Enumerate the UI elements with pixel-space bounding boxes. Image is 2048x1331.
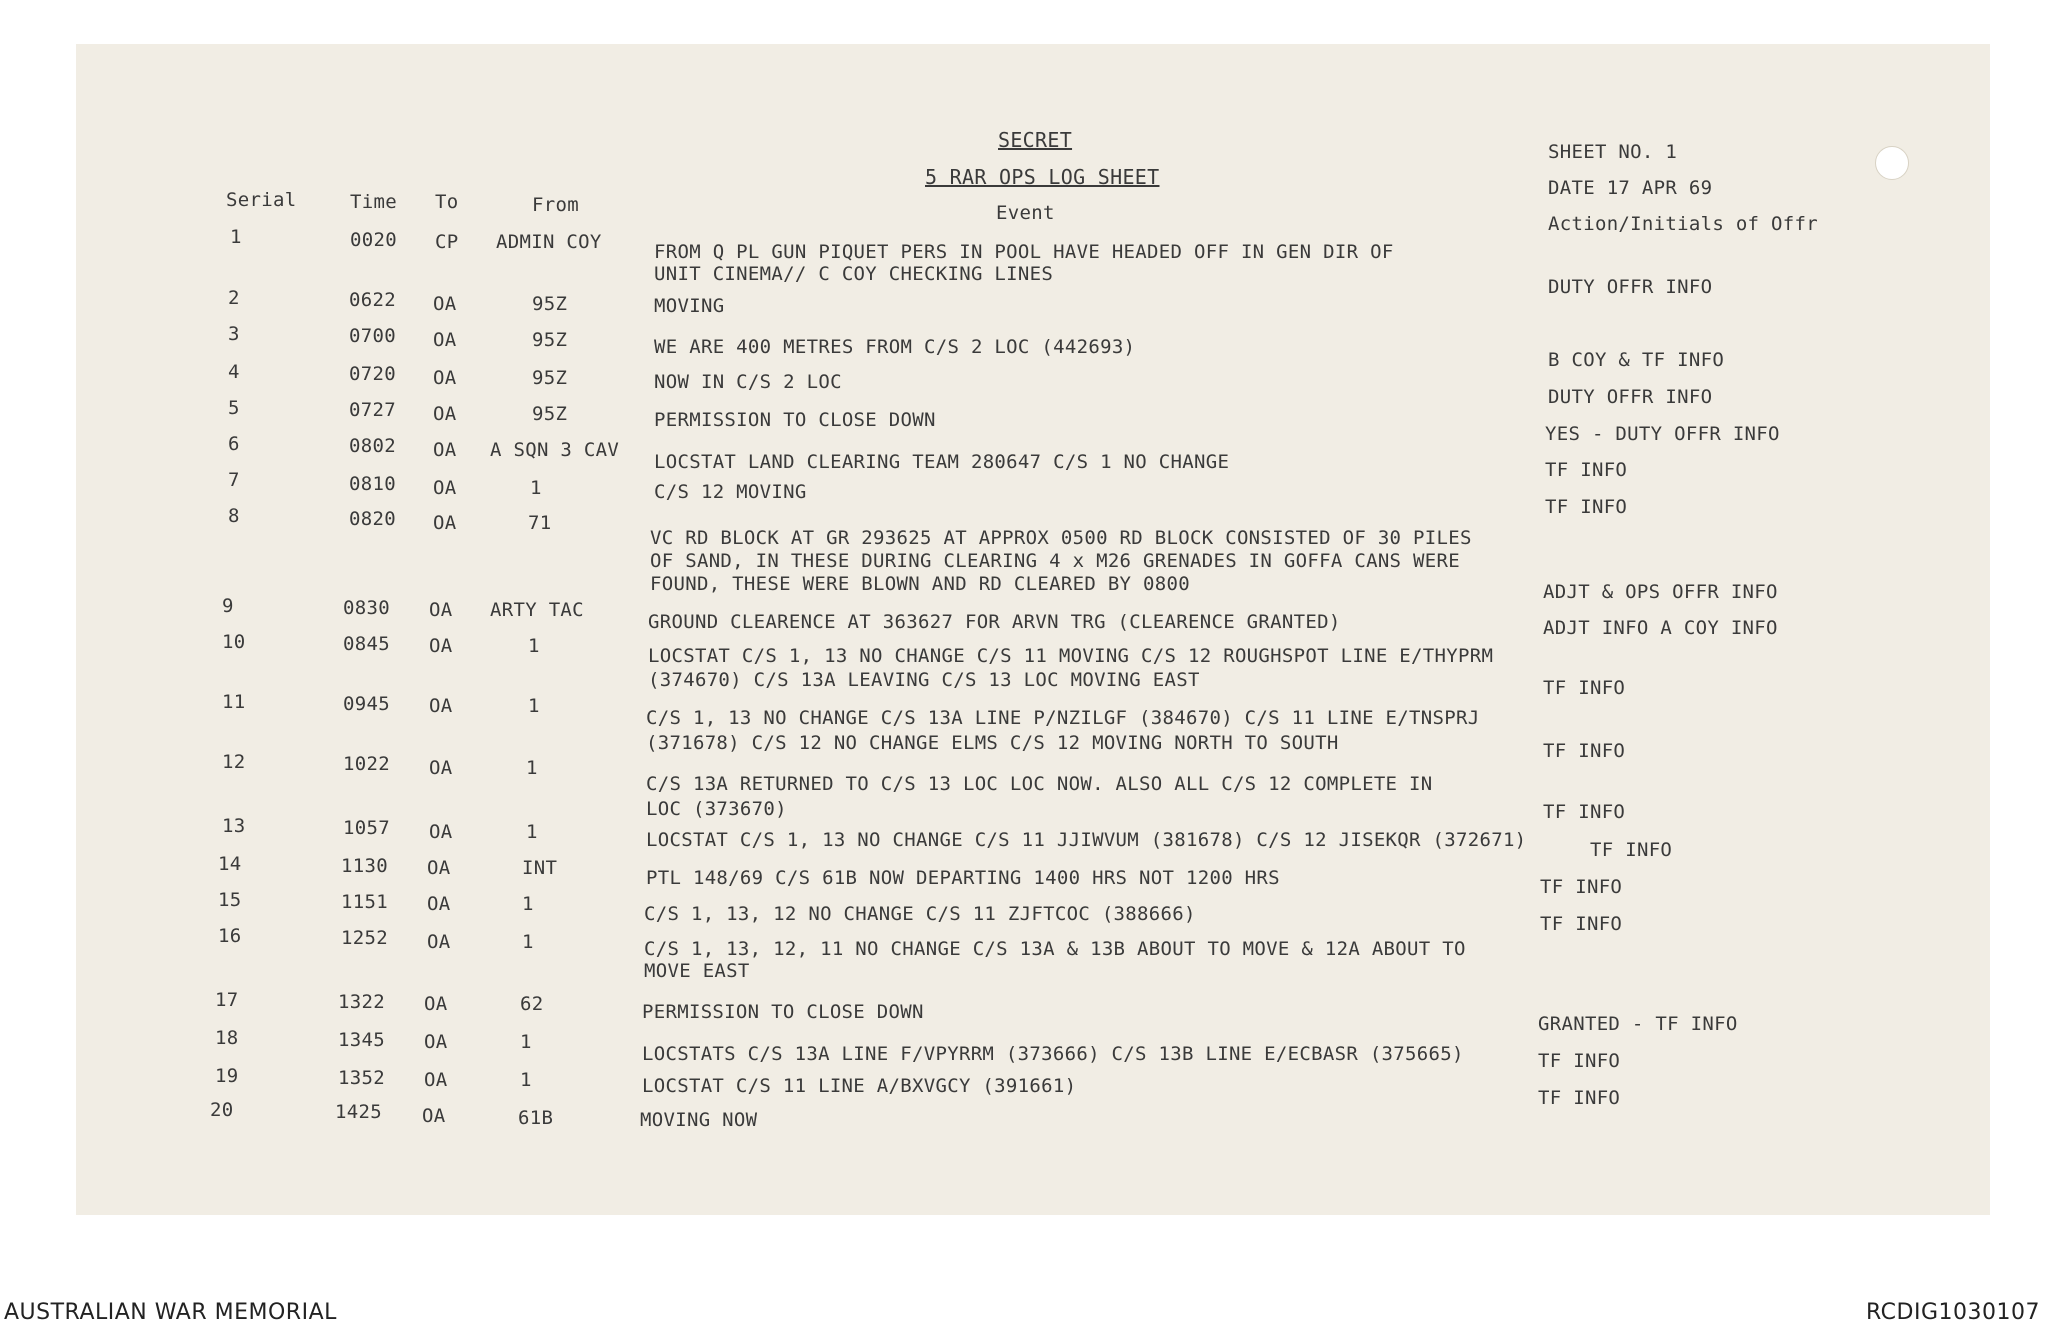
to-cell: OA [424,1031,448,1053]
time-cell: 0700 [349,325,396,347]
time-cell: 0810 [349,473,396,495]
column-header-serial: Serial [226,189,297,211]
footer-record-id: RCDIG1030107 [1865,1300,2040,1325]
action-cell: ADJT & OPS OFFR INFO [1543,581,1778,603]
from-cell: 1 [530,477,542,499]
time-cell: 1352 [338,1067,385,1089]
time-cell: 0802 [349,435,396,457]
event-line: UNIT CINEMA// C COY CHECKING LINES [654,263,1054,285]
time-cell: 0845 [343,633,390,655]
column-header-from: From [532,194,579,216]
time-cell: 0622 [349,289,396,311]
serial-cell: 17 [215,989,239,1011]
action-cell: TF INFO [1538,1087,1621,1109]
to-cell: OA [427,931,451,953]
from-cell: 1 [526,757,538,779]
event-line: PERMISSION TO CLOSE DOWN [654,409,936,431]
to-cell: OA [433,329,457,351]
from-cell: 95Z [532,403,568,425]
action-cell: DUTY OFFR INFO [1548,276,1713,298]
action-cell: TF INFO [1538,1050,1621,1072]
event-line: MOVE EAST [644,960,750,982]
from-cell: 95Z [532,367,568,389]
time-cell: 0820 [349,508,396,530]
action-cell: TF INFO [1540,876,1623,898]
time-cell: 0720 [349,363,396,385]
sheet-number: SHEET NO. 1 [1548,141,1678,163]
classification-heading: SECRET [998,128,1073,152]
from-cell: 1 [522,893,534,915]
time-cell: 0945 [343,693,390,715]
footer-source: AUSTRALIAN WAR MEMORIAL [4,1300,337,1325]
to-cell: CP [435,231,459,253]
to-cell: OA [427,893,451,915]
time-cell: 1130 [341,855,388,877]
action-cell: TF INFO [1540,913,1623,935]
document-title: 5 RAR OPS LOG SHEET [925,165,1160,189]
action-cell: GRANTED - TF INFO [1538,1013,1738,1035]
event-line: C/S 1, 13, 12, 11 NO CHANGE C/S 13A & 13B ABOUT TO MOVE & 12A ABOUT TO [644,938,1466,960]
from-cell: 62 [520,993,544,1015]
time-cell: 1322 [338,991,385,1013]
serial-cell: 12 [222,751,246,773]
to-cell: OA [424,993,448,1015]
to-cell: OA [433,403,457,425]
to-cell: OA [427,857,451,879]
event-line: C/S 12 MOVING [654,481,807,503]
event-line: C/S 1, 13, 12 NO CHANGE C/S 11 ZJFTCOC (388666) [644,903,1196,925]
event-line: C/S 13A RETURNED TO C/S 13 LOC LOC NOW. ALSO ALL C/S 12 COMPLETE IN [646,773,1433,795]
action-cell: B COY & TF INFO [1548,349,1725,371]
to-cell: OA [433,512,457,534]
punch-hole [1875,146,1909,180]
sheet-date: DATE 17 APR 69 [1548,177,1713,199]
from-cell: ARTY TAC [490,599,584,621]
to-cell: OA [433,293,457,315]
serial-cell: 14 [218,853,242,875]
from-cell: 1 [520,1031,532,1053]
serial-cell: 13 [222,815,246,837]
event-line: OF SAND, IN THESE DURING CLEARING 4 x M26 GRENADES IN GOFFA CANS WERE [650,550,1460,572]
event-line: LOC (373670) [646,798,787,820]
time-cell: 0020 [350,229,397,251]
event-line: GROUND CLEARENCE AT 363627 FOR ARVN TRG (CLEARENCE GRANTED) [648,611,1341,633]
event-line: LOCSTAT C/S 11 LINE A/BXVGCY (391661) [642,1075,1077,1097]
to-cell: OA [429,635,453,657]
to-cell: OA [433,367,457,389]
event-line: FROM Q PL GUN PIQUET PERS IN POOL HAVE HEADED OFF IN GEN DIR OF [654,241,1394,263]
serial-cell: 4 [228,361,240,383]
to-cell: OA [429,599,453,621]
from-cell: 1 [522,931,534,953]
column-header-action: Action/Initials of Offr [1548,213,1818,235]
action-cell: TF INFO [1543,677,1626,699]
time-cell: 0830 [343,597,390,619]
event-line: MOVING [654,295,725,317]
to-cell: OA [424,1069,448,1091]
serial-cell: 20 [210,1099,234,1121]
event-line: LOCSTATS C/S 13A LINE F/VPYRRM (373666) C/S 13B LINE E/ECBASR (375665) [642,1043,1464,1065]
serial-cell: 7 [228,469,240,491]
column-header-to: To [435,191,459,213]
event-line: C/S 1, 13 NO CHANGE C/S 13A LINE P/NZILGF (384670) C/S 11 LINE E/TNSPRJ [646,707,1480,729]
serial-cell: 15 [218,889,242,911]
column-header-time: Time [350,191,397,213]
serial-cell: 10 [222,631,246,653]
serial-cell: 18 [215,1027,239,1049]
event-line: WE ARE 400 METRES FROM C/S 2 LOC (442693) [654,336,1136,358]
event-line: LOCSTAT LAND CLEARING TEAM 280647 C/S 1 NO CHANGE [654,451,1230,473]
time-cell: 1345 [338,1029,385,1051]
action-cell: TF INFO [1543,740,1626,762]
from-cell: 95Z [532,329,568,351]
time-cell: 1151 [341,891,388,913]
event-line: PTL 148/69 C/S 61B NOW DEPARTING 1400 HRS NOT 1200 HRS [646,867,1280,889]
serial-cell: 1 [230,226,242,248]
event-line: VC RD BLOCK AT GR 293625 AT APPROX 0500 RD BLOCK CONSISTED OF 30 PILES [650,527,1472,549]
event-line: MOVING NOW [640,1109,758,1131]
serial-cell: 6 [228,433,240,455]
to-cell: OA [433,477,457,499]
to-cell: OA [422,1105,446,1127]
from-cell: 95Z [532,293,568,315]
column-header-event: Event [996,202,1055,224]
serial-cell: 9 [222,595,234,617]
to-cell: OA [429,757,453,779]
serial-cell: 8 [228,505,240,527]
from-cell: 1 [528,695,540,717]
serial-cell: 16 [218,925,242,947]
from-cell: 1 [526,821,538,843]
from-cell: ADMIN COY [496,231,602,253]
serial-cell: 19 [215,1065,239,1087]
from-cell: 1 [528,635,540,657]
time-cell: 1252 [341,927,388,949]
serial-cell: 11 [222,691,246,713]
action-cell: TF INFO [1545,459,1628,481]
time-cell: 0727 [349,399,396,421]
event-line: LOCSTAT C/S 1, 13 NO CHANGE C/S 11 JJIWVUM (381678) C/S 12 JISEKQR (372671) [646,829,1527,851]
action-cell: TF INFO [1543,801,1626,823]
time-cell: 1425 [335,1101,382,1123]
serial-cell: 2 [228,287,240,309]
action-cell: YES - DUTY OFFR INFO [1545,423,1780,445]
action-cell: TF INFO [1590,839,1673,861]
action-cell: DUTY OFFR INFO [1548,386,1713,408]
from-cell: 71 [528,512,552,534]
from-cell: INT [522,857,558,879]
serial-cell: 5 [228,397,240,419]
event-line: LOCSTAT C/S 1, 13 NO CHANGE C/S 11 MOVING C/S 12 ROUGHSPOT LINE E/THYPRM [648,645,1494,667]
time-cell: 1022 [343,753,390,775]
to-cell: OA [429,821,453,843]
to-cell: OA [433,439,457,461]
event-line: FOUND, THESE WERE BLOWN AND RD CLEARED BY 0800 [650,573,1190,595]
event-line: PERMISSION TO CLOSE DOWN [642,1001,924,1023]
from-cell: 61B [518,1107,554,1129]
serial-cell: 3 [228,323,240,345]
time-cell: 1057 [343,817,390,839]
event-line: (371678) C/S 12 NO CHANGE ELMS C/S 12 MOVING NORTH TO SOUTH [646,732,1339,754]
to-cell: OA [429,695,453,717]
event-line: NOW IN C/S 2 LOC [654,371,842,393]
from-cell: A SQN 3 CAV [490,439,620,461]
action-cell: TF INFO [1545,496,1628,518]
event-line: (374670) C/S 13A LEAVING C/S 13 LOC MOVING EAST [648,669,1200,691]
from-cell: 1 [520,1069,532,1091]
action-cell: ADJT INFO A COY INFO [1543,617,1778,639]
